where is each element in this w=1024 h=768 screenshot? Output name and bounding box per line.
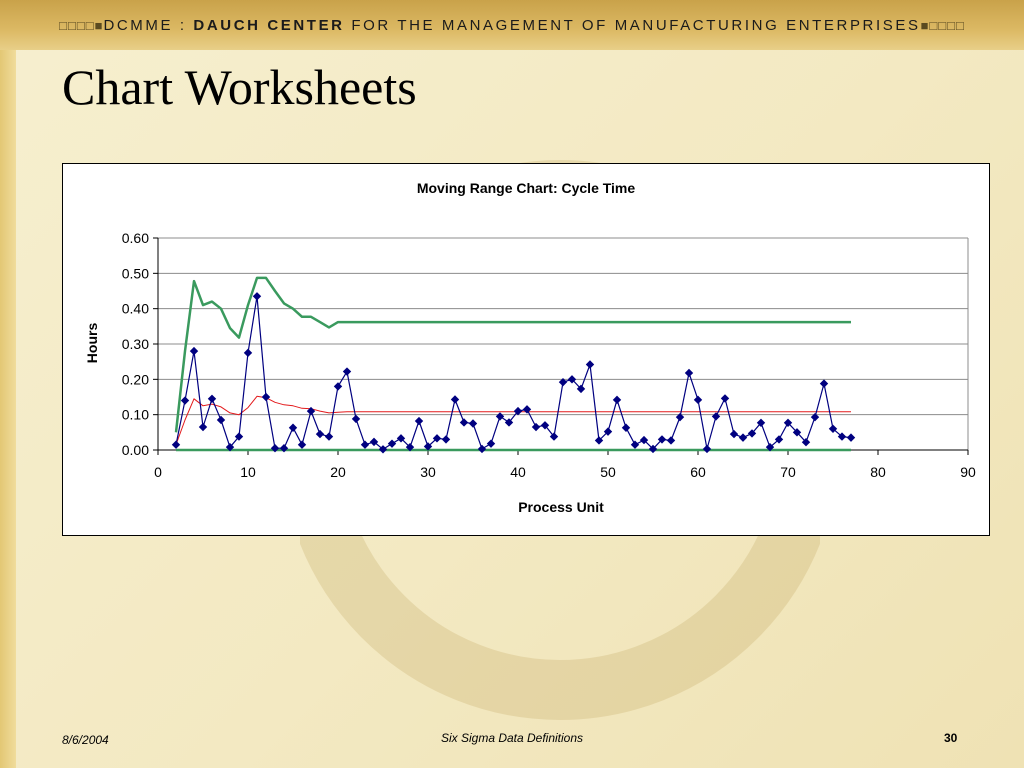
data-point	[253, 292, 261, 300]
y-tick-label: 0.40	[121, 300, 149, 317]
x-tick-label: 30	[420, 464, 436, 480]
x-tick-label: 10	[240, 464, 256, 480]
data-point	[694, 396, 702, 404]
data-point	[325, 432, 333, 440]
x-tick-label: 50	[600, 464, 616, 480]
header-right-squares: ■□□□□	[920, 17, 965, 33]
data-point	[298, 441, 306, 449]
data-point	[172, 441, 180, 449]
x-axis-label: Process Unit	[518, 499, 604, 515]
data-point	[613, 396, 621, 404]
data-point	[217, 416, 225, 424]
data-point	[469, 419, 477, 427]
x-tick-label: 40	[510, 464, 526, 480]
header-left-squares: □□□□■	[59, 17, 104, 33]
x-tick-label: 60	[690, 464, 706, 480]
data-point	[703, 445, 711, 453]
page-number: 30	[944, 731, 958, 745]
x-tick-label: 20	[330, 464, 346, 480]
data-point	[667, 436, 675, 444]
y-axis-label: Hours	[84, 322, 100, 364]
data-point	[334, 382, 342, 390]
data-point	[820, 379, 828, 387]
data-point	[415, 417, 423, 425]
data-point	[622, 424, 630, 432]
data-point	[631, 441, 639, 449]
data-point	[523, 405, 531, 413]
moving-range-chart	[63, 164, 989, 535]
data-point	[442, 435, 450, 443]
footer-date: 8/6/2004	[62, 733, 109, 747]
data-point	[451, 395, 459, 403]
slide-title: Chart Worksheets	[62, 59, 417, 115]
data-point	[244, 349, 252, 357]
data-point	[361, 441, 369, 449]
data-point	[199, 423, 207, 431]
header-prefix: DCMME :	[103, 16, 194, 34]
data-point	[478, 445, 486, 453]
data-point	[181, 396, 189, 404]
series-line-0	[176, 296, 851, 449]
x-tick-label: 80	[870, 464, 886, 480]
data-point	[289, 424, 297, 432]
data-point	[190, 347, 198, 355]
data-point	[487, 439, 495, 447]
y-tick-label: 0.00	[121, 442, 149, 458]
y-tick-label: 0.50	[121, 265, 149, 282]
y-tick-label: 0.10	[121, 406, 149, 423]
data-point	[847, 433, 855, 441]
data-point	[712, 412, 720, 420]
data-point	[730, 430, 738, 438]
data-point	[685, 369, 693, 377]
data-point	[721, 394, 729, 402]
data-point	[262, 393, 270, 401]
x-tick-label: 90	[960, 464, 976, 480]
series-line-1	[176, 278, 851, 432]
footer-title: Six Sigma Data Definitions	[440, 731, 584, 745]
y-tick-label: 0.20	[121, 371, 149, 388]
data-point	[739, 433, 747, 441]
x-tick-label: 70	[780, 464, 796, 480]
y-tick-label: 0.60	[121, 230, 149, 246]
data-point	[316, 430, 324, 438]
series-line-2	[176, 396, 851, 444]
chart-container	[62, 163, 990, 536]
x-tick-label: 0	[154, 464, 162, 480]
data-point	[532, 423, 540, 431]
header-bold-text: DAUCH CENTER	[193, 16, 345, 34]
header-text	[0, 8, 1024, 42]
data-point	[352, 415, 360, 423]
left-decor-band	[0, 0, 16, 768]
data-point	[496, 412, 504, 420]
data-point	[586, 360, 594, 368]
y-tick-label: 0.30	[121, 336, 149, 352]
data-point	[343, 367, 351, 375]
header-rest: FOR THE MANAGEMENT OF MANUFACTURING ENTERPRISES	[344, 16, 921, 34]
data-point	[388, 439, 396, 447]
data-point	[208, 395, 216, 403]
chart-title: Moving Range Chart: Cycle Time	[416, 180, 636, 196]
data-point	[460, 418, 468, 426]
